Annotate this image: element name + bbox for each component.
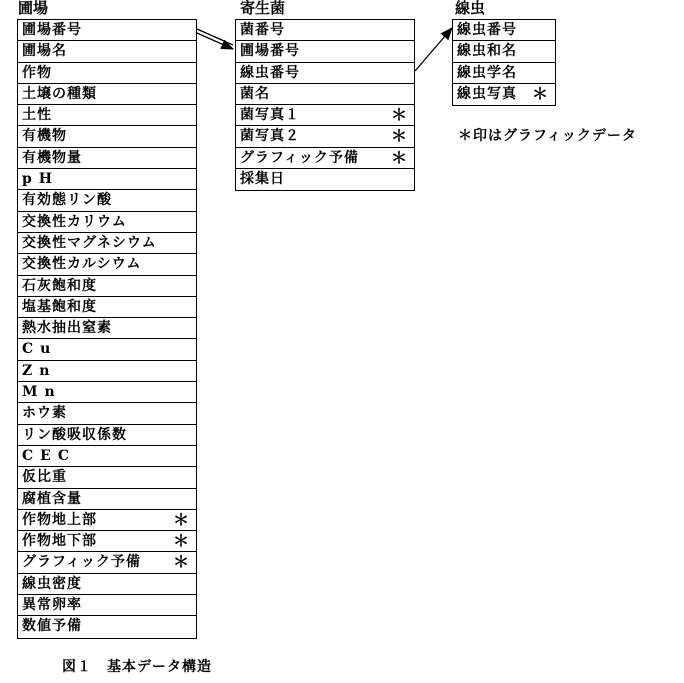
nematode-table-title: 線虫 bbox=[455, 0, 486, 17]
field-row bbox=[18, 361, 196, 382]
field-label: 土性 bbox=[22, 107, 52, 124]
field-row bbox=[18, 63, 196, 84]
field-label: リン酸吸収係数 bbox=[22, 426, 127, 443]
field-row bbox=[18, 339, 196, 360]
field-label: pH bbox=[22, 171, 60, 188]
field-row bbox=[18, 616, 196, 637]
field-row bbox=[453, 41, 555, 62]
field-label: 作物 bbox=[22, 64, 52, 81]
field-to-fungus-link-double bbox=[197, 33, 233, 49]
field-table bbox=[17, 19, 197, 639]
field-label: 塩基飽和度 bbox=[22, 298, 97, 315]
field-label: 線虫番号 bbox=[240, 64, 300, 81]
field-row bbox=[18, 126, 196, 147]
field-row bbox=[453, 63, 555, 84]
field-label: 熱水抽出窒素 bbox=[22, 320, 112, 337]
fungus-to-nematode-link bbox=[415, 28, 452, 71]
graphic-data-mark: ＊ bbox=[390, 126, 408, 146]
field-row bbox=[18, 20, 196, 41]
field-row bbox=[18, 531, 196, 552]
field-label: 線虫写真 bbox=[457, 85, 517, 102]
graphic-data-mark: ＊ bbox=[172, 552, 190, 572]
field-row bbox=[18, 233, 196, 254]
field-row bbox=[236, 169, 414, 190]
figure-caption: 図１ 基本データ構造 bbox=[62, 659, 212, 675]
field-row bbox=[453, 20, 555, 41]
field-label: 圃場番号 bbox=[240, 43, 300, 60]
field-label: 土壌の種類 bbox=[22, 85, 97, 102]
field-label: 線虫和名 bbox=[457, 43, 517, 60]
field-row bbox=[18, 595, 196, 616]
field-label: Cu bbox=[22, 341, 58, 358]
field-row bbox=[18, 254, 196, 275]
field-label: 石灰飽和度 bbox=[22, 277, 97, 294]
field-row bbox=[18, 446, 196, 467]
field-row bbox=[18, 276, 196, 297]
field-label: 菌番号 bbox=[240, 22, 285, 38]
field-label: 異常卵率 bbox=[22, 597, 82, 614]
field-row bbox=[18, 105, 196, 126]
field-label: 圃場名 bbox=[22, 43, 67, 60]
field-label: ホウ素 bbox=[22, 405, 67, 422]
field-row bbox=[18, 489, 196, 510]
fungus-table-title: 寄生菌 bbox=[240, 0, 286, 17]
field-row bbox=[236, 148, 414, 169]
field-row bbox=[236, 20, 414, 41]
field-row bbox=[236, 41, 414, 62]
graphic-data-mark: ＊ bbox=[172, 531, 190, 551]
field-row bbox=[236, 126, 414, 147]
field-label: 有効態リン酸 bbox=[22, 192, 112, 209]
field-table-title: 圃場 bbox=[18, 0, 49, 17]
field-row bbox=[18, 190, 196, 211]
field-row bbox=[18, 382, 196, 403]
field-row bbox=[18, 552, 196, 573]
field-label: Mn bbox=[22, 384, 62, 401]
field-row bbox=[236, 105, 414, 126]
field-label: 線虫密度 bbox=[22, 575, 82, 592]
field-row bbox=[18, 403, 196, 424]
field-label: 交換性マグネシウム bbox=[22, 234, 157, 251]
field-row bbox=[18, 212, 196, 233]
field-row bbox=[18, 574, 196, 595]
field-label: 交換性カリウム bbox=[22, 213, 127, 230]
field-row bbox=[18, 425, 196, 446]
field-row bbox=[18, 510, 196, 531]
field-label: 採集日 bbox=[240, 171, 285, 188]
field-to-fungus-link bbox=[197, 29, 233, 45]
graphic-data-mark: ＊ bbox=[390, 105, 408, 125]
field-row bbox=[236, 84, 414, 105]
graphic-data-note: ＊印はグラフィックデータ bbox=[458, 128, 637, 144]
field-row bbox=[18, 318, 196, 339]
field-row bbox=[18, 467, 196, 488]
field-label: 有機物 bbox=[22, 128, 67, 145]
field-label: 圃場番号 bbox=[22, 22, 82, 38]
field-label: Zn bbox=[22, 362, 57, 379]
graphic-data-mark: ＊ bbox=[531, 83, 549, 103]
field-label: 仮比重 bbox=[22, 469, 67, 486]
nematode-table bbox=[452, 19, 556, 106]
fungus-table bbox=[235, 19, 415, 191]
field-label: 菌写真２ bbox=[240, 128, 300, 145]
field-label: 線虫学名 bbox=[457, 64, 517, 81]
field-label: グラフィック予備 bbox=[240, 149, 359, 166]
field-label: 線虫番号 bbox=[457, 22, 517, 38]
field-label: 有機物量 bbox=[22, 149, 82, 166]
field-label: グラフィック予備 bbox=[22, 554, 141, 571]
field-row bbox=[18, 148, 196, 169]
field-label: 作物地下部 bbox=[22, 533, 97, 550]
field-label: CEC bbox=[22, 447, 76, 464]
field-label: 数値予備 bbox=[22, 618, 82, 635]
field-row bbox=[18, 169, 196, 190]
field-row bbox=[236, 63, 414, 84]
field-row bbox=[18, 297, 196, 318]
field-label: 菌写真１ bbox=[240, 107, 300, 124]
field-label: 作物地上部 bbox=[22, 511, 97, 528]
field-label: 菌名 bbox=[240, 85, 270, 102]
graphic-data-mark: ＊ bbox=[390, 147, 408, 167]
field-label: 腐植含量 bbox=[22, 490, 82, 507]
field-row bbox=[453, 84, 555, 105]
graphic-data-mark: ＊ bbox=[172, 509, 190, 529]
field-label: 交換性カルシウム bbox=[22, 256, 142, 273]
field-row bbox=[18, 84, 196, 105]
field-row bbox=[18, 41, 196, 62]
